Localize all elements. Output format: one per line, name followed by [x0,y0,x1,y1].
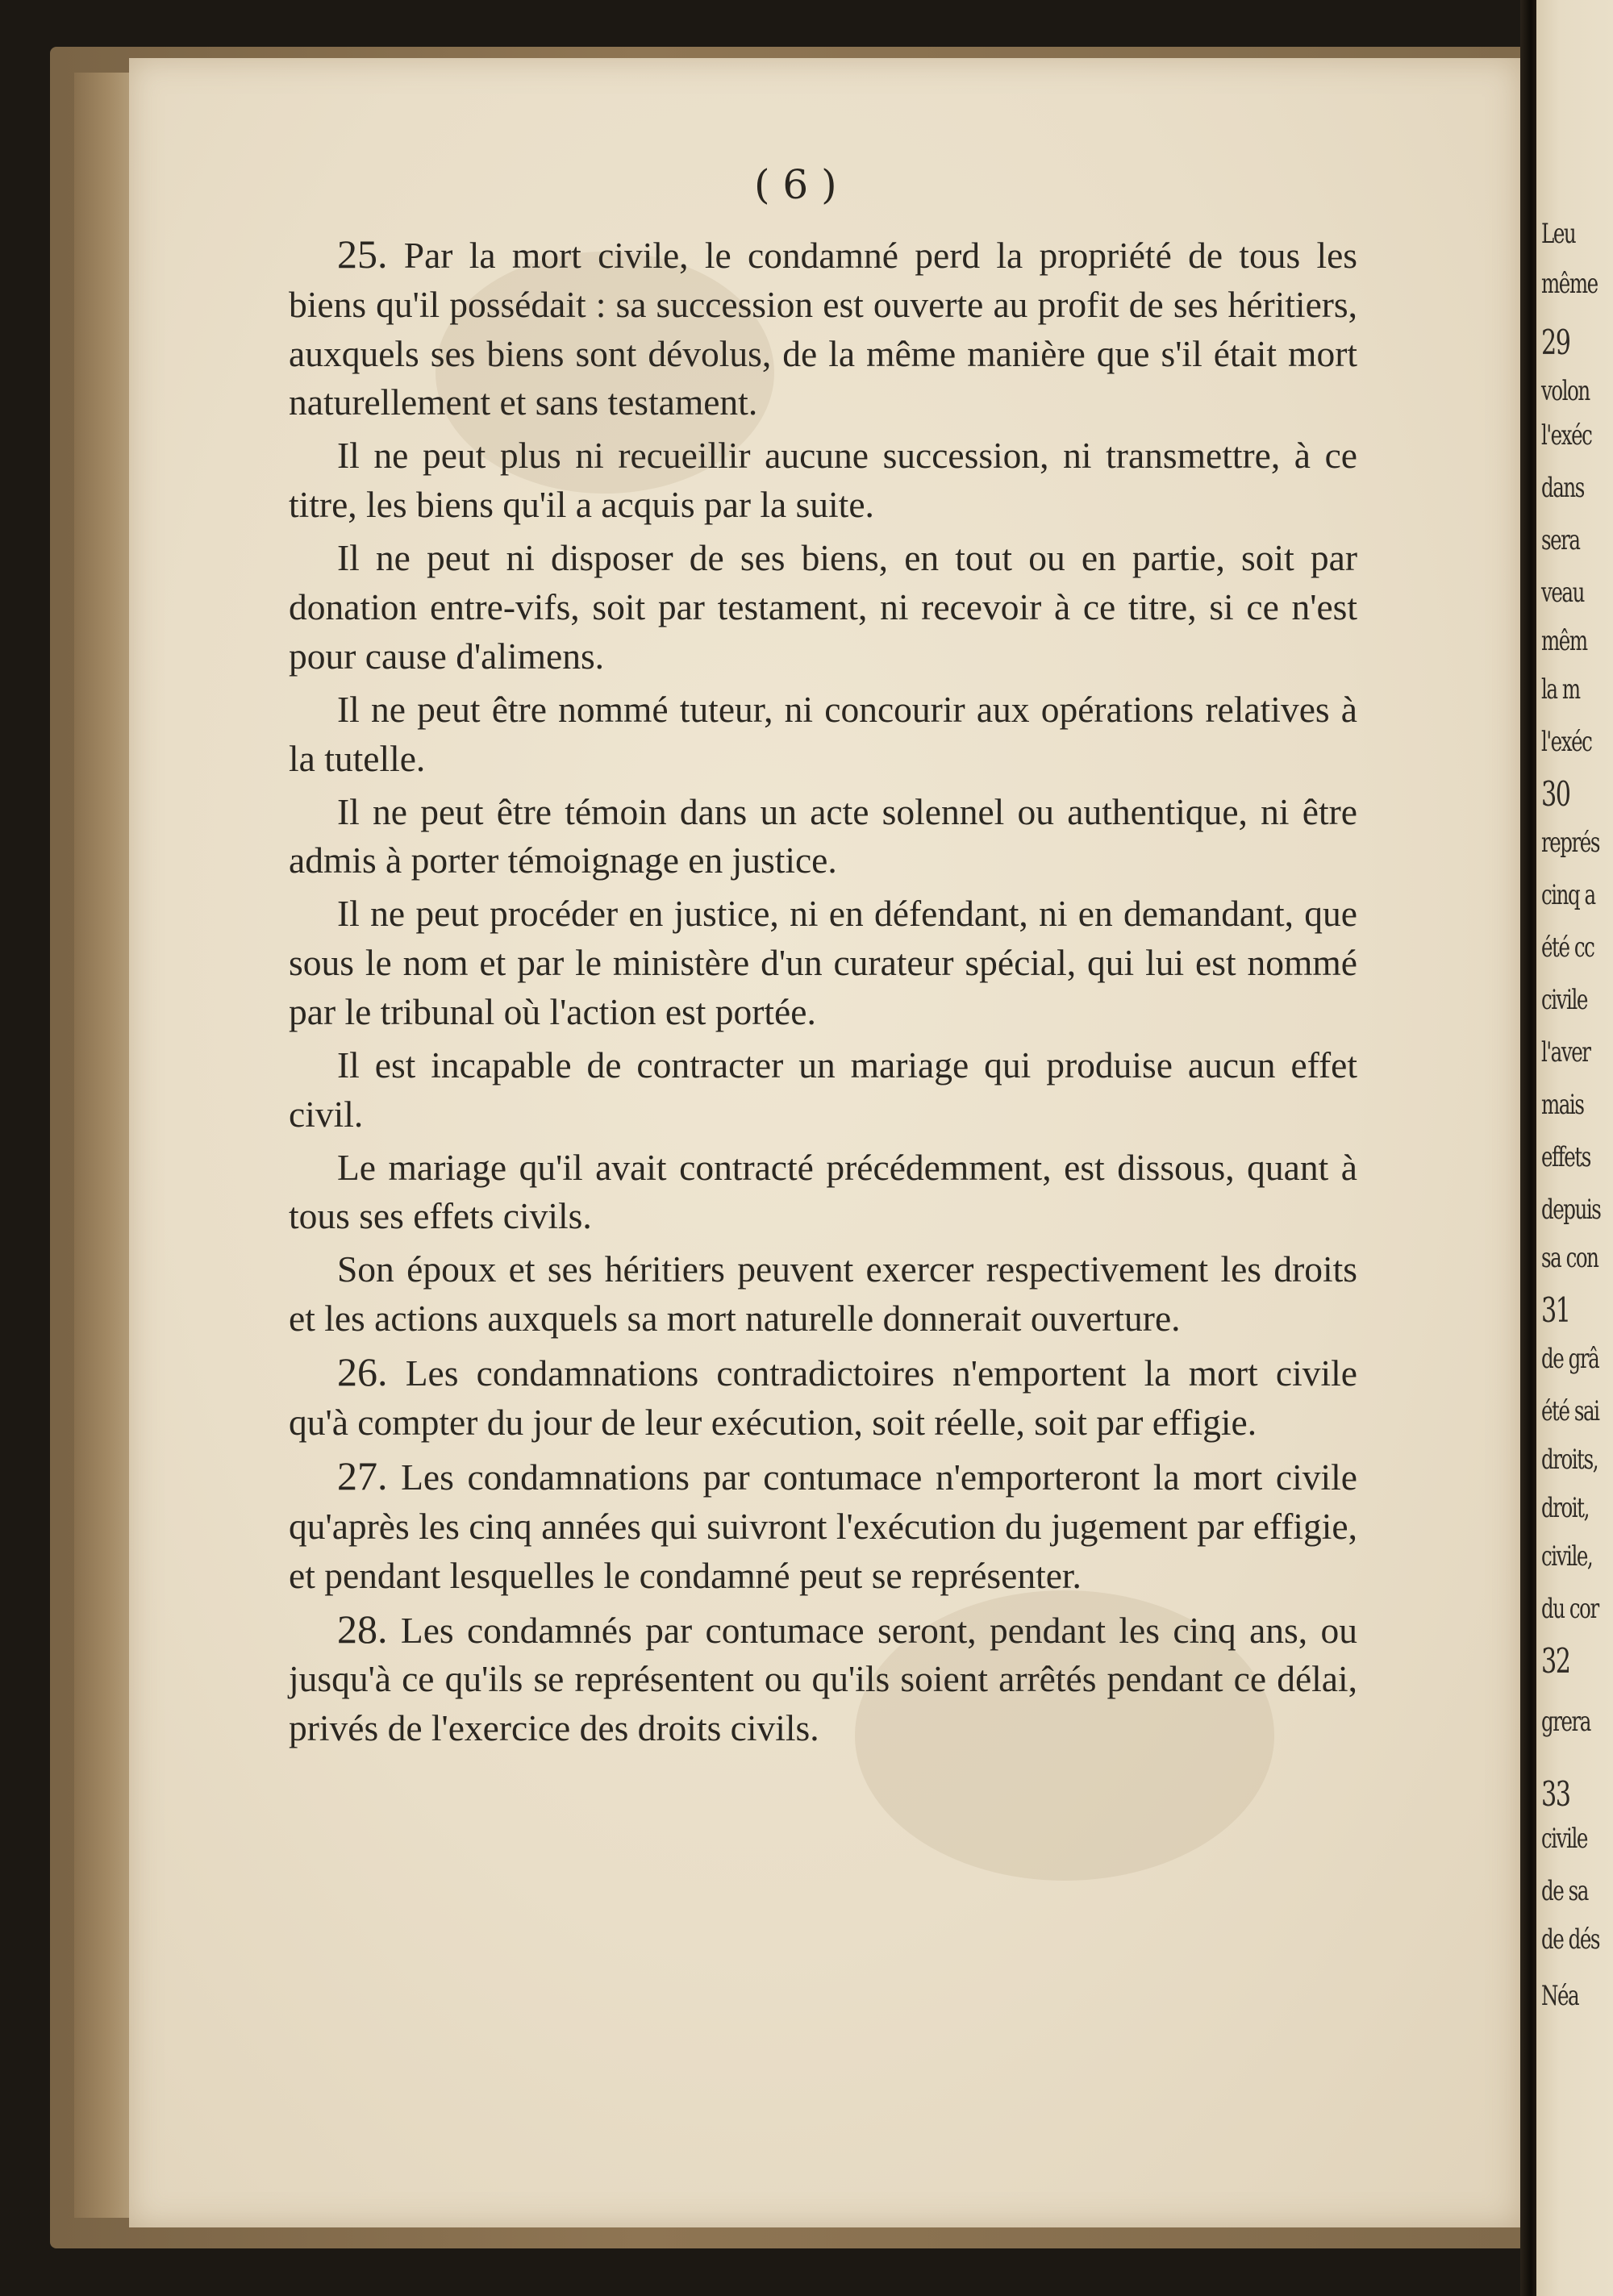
article-paragraph [289,534,1357,681]
page-number: ( 6 ) [754,161,837,208]
paragraph-text: Il est incapable de contracter un mariage qui produise aucun effet civil. [289,1044,1357,1135]
facing-page-fragment: volon [1541,375,1590,407]
paragraph-text: Il ne peut plus ni recueillir aucune succession, ni transmettre, à ce titre, les biens qu'il a acquis par la suite. [289,435,1357,526]
facing-page-fragment: mais [1541,1089,1584,1121]
facing-page-fragment: de grâ [1541,1343,1599,1375]
facing-page-fragment: droits, [1541,1444,1598,1476]
body-text [289,230,1357,1757]
paragraph-text: Il ne peut être témoin dans un acte solennel ou authentique, ni être admis à porter témoignage en justice. [289,790,1357,881]
paragraph-text: Les condamnés par contumace seront, pendant les cinq ans, ou jusqu'à ce qu'ils se représentent ou qu'ils soient arrêtés pendant ce délai, privés de l'exercice des droits civils. [289,1609,1357,1749]
facing-page-fragment: effets [1541,1141,1590,1173]
facing-page-edge [1536,0,1613,2296]
article-number: 27. [337,1453,388,1498]
article-number: 25. [337,231,388,277]
article-paragraph [289,1452,1357,1600]
facing-page-fragment: l'exéc [1541,726,1592,758]
article-number: 26. [337,1349,388,1395]
paragraph-text: Son époux et ses héritiers peuvent exercer respectivement les droits et les actions auxquels sa mort naturelle donnerait ouverture. [289,1248,1357,1340]
facing-page-fragment: du cor [1541,1593,1598,1625]
facing-page-fragment: sa con [1541,1242,1598,1274]
article-paragraph [289,1245,1357,1344]
paragraph-text: Il ne peut être nommé tuteur, ni concourir aux opérations relatives à la tutelle. [289,688,1357,779]
article-paragraph [289,788,1357,886]
article-paragraph [289,1605,1357,1753]
facing-page-fragment: depuis [1541,1194,1601,1226]
facing-page-fragment: représ [1541,827,1599,859]
facing-page-fragment: 31 [1541,1290,1570,1330]
facing-page-fragment: la m [1541,673,1580,706]
article-paragraph [289,1144,1357,1242]
facing-page-fragment: été cc [1541,931,1594,964]
facing-page-fragment: 33 [1541,1774,1570,1814]
facing-page-fragment: l'aver [1541,1036,1590,1069]
facing-page-fragment: de sa [1541,1875,1588,1907]
article-paragraph [289,431,1357,530]
facing-page-fragment: Leu [1541,218,1576,250]
book-gutter [1520,0,1538,2296]
paragraph-text: Les condamnations par contumace n'emporteront la mort civile qu'après les cinq années qui suivront l'exécution du jugement par effigie, et pendant lesquelles le condamné peut se représenter. [289,1456,1357,1596]
facing-page-fragment: cinq a [1541,879,1595,911]
facing-page-fragment: sera [1541,524,1580,556]
facing-page-fragment: 32 [1541,1641,1570,1681]
facing-page-fragment: Néa [1541,1980,1579,2012]
facing-page-fragment: civile [1541,1823,1587,1855]
facing-page-fragment: même [1541,268,1598,300]
facing-page-fragment: veau [1541,577,1584,609]
article-paragraph [289,1348,1357,1448]
facing-page-fragment: civile [1541,984,1587,1016]
facing-page-fragment: dans [1541,472,1584,504]
paragraph-text: Par la mort civile, le condamné perd la propriété de tous les biens qu'il possédait : sa succession est ouverte au profit de ses héritiers, auxquels ses biens sont dévolus, de la même manière que s'il était mort naturellement et sans testament. [289,235,1357,423]
facing-page-fragment: 29 [1541,323,1570,362]
article-paragraph [289,890,1357,1036]
paragraph-text: Il ne peut procéder en justice, ni en défendant, ni en demandant, que sous le nom et par le ministère d'un curateur spécial, qui lui est nommé par le tribunal où l'action est portée. [289,893,1357,1032]
facing-page-fragment: été sai [1541,1395,1599,1427]
facing-page-fragment: l'exéc [1541,419,1592,452]
facing-page-fragment: grera [1541,1706,1590,1738]
article-number: 28. [337,1606,388,1652]
paragraph-text: Le mariage qu'il avait contracté précédemment, est dissous, quant à tous ses effets civils. [289,1146,1357,1237]
facing-page-fragment: 30 [1541,774,1570,814]
article-paragraph [289,230,1357,427]
article-paragraph [289,685,1357,784]
facing-page-fragment: mêm [1541,625,1587,657]
facing-page-fragment: droit, [1541,1492,1589,1524]
facing-page-fragment: de dés [1541,1923,1600,1956]
article-paragraph [289,1041,1357,1140]
paragraph-text: Les condamnations contradictoires n'emportent la mort civile qu'à compter du jour de leur exécution, soit réelle, soit par effigie. [289,1352,1357,1444]
paragraph-text: Il ne peut ni disposer de ses biens, en tout ou en partie, soit par donation entre-vifs, soit par testament, ni recevoir à ce titre, si ce n'est pour cause d'alimens. [289,537,1357,677]
facing-page-fragment: civile, [1541,1540,1593,1573]
